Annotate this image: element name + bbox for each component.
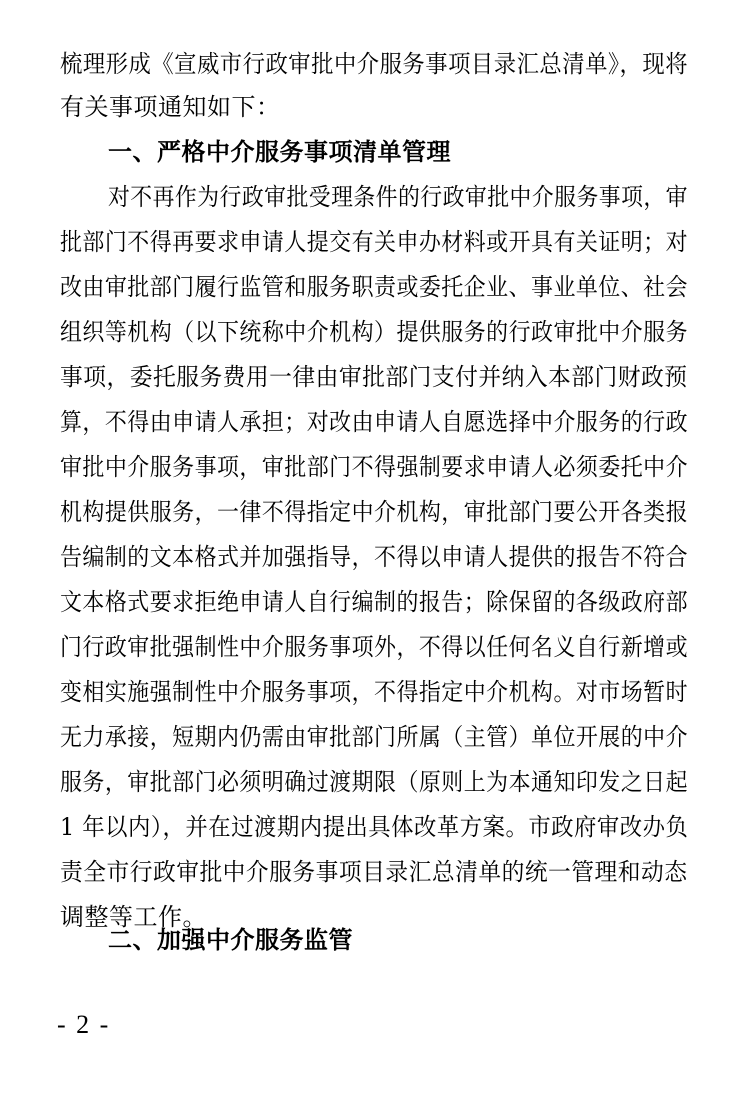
paragraph-line: 服务，审批部门必须明确过渡期限（原则上为本通知印发之日起 [60, 768, 689, 796]
paragraph-line: 批部门不得再要求申请人提交有关申办材料或开具有关证明；对 [60, 228, 689, 256]
section-1-heading: 一、严格中介服务事项清单管理 [108, 138, 451, 166]
paragraph-line: 对不再作为行政审批受理条件的行政审批中介服务事项，审 [108, 183, 688, 211]
paragraph-line: 责全市行政审批中介服务事项目录汇总清单的统一管理和动态 [60, 858, 688, 886]
intro-line-2: 有关事项通知如下： [60, 93, 281, 121]
paragraph-line: 1 年以内），并在过渡期内提出具体改革方案。市政府审改办负 [60, 813, 689, 841]
intro-line-1: 梳理形成《宣威市行政审批中介服务事项目录汇总清单》，现将 [60, 50, 689, 78]
paragraph-line: 变相实施强制性中介服务事项，不得指定中介机构。对市场暂时 [60, 678, 689, 706]
paragraph-line: 事项，委托服务费用一律由审批部门支付并纳入本部门财政预 [60, 363, 688, 391]
paragraph-line: 门行政审批强制性中介服务事项外，不得以任何名义自行新增或 [60, 633, 689, 661]
paragraph-line: 组织等机构（以下统称中介机构）提供服务的行政审批中介服务 [60, 318, 689, 346]
paragraph-line: 调整等工作。 [60, 903, 207, 931]
section-2-heading: 二、加强中介服务监管 [108, 926, 353, 954]
paragraph-line: 改由审批部门履行监管和服务职责或委托企业、事业单位、社会 [60, 273, 689, 301]
paragraph-line: 算，不得由申请人承担；对改由申请人自愿选择中介服务的行政 [60, 408, 689, 436]
paragraph-line: 机构提供服务，一律不得指定中介机构，审批部门要公开各类报 [60, 498, 689, 526]
paragraph-line: 无力承接，短期内仍需由审批部门所属（主管）单位开展的中介 [60, 723, 689, 751]
paragraph-line: 审批中介服务事项，审批部门不得强制要求申请人必须委托中介 [60, 453, 689, 481]
page-number: - 2 - [57, 1010, 111, 1039]
paragraph-line: 文本格式要求拒绝申请人自行编制的报告；除保留的各级政府部 [60, 588, 689, 616]
paragraph-line: 告编制的文本格式并加强指导，不得以申请人提供的报告不符合 [60, 543, 689, 571]
